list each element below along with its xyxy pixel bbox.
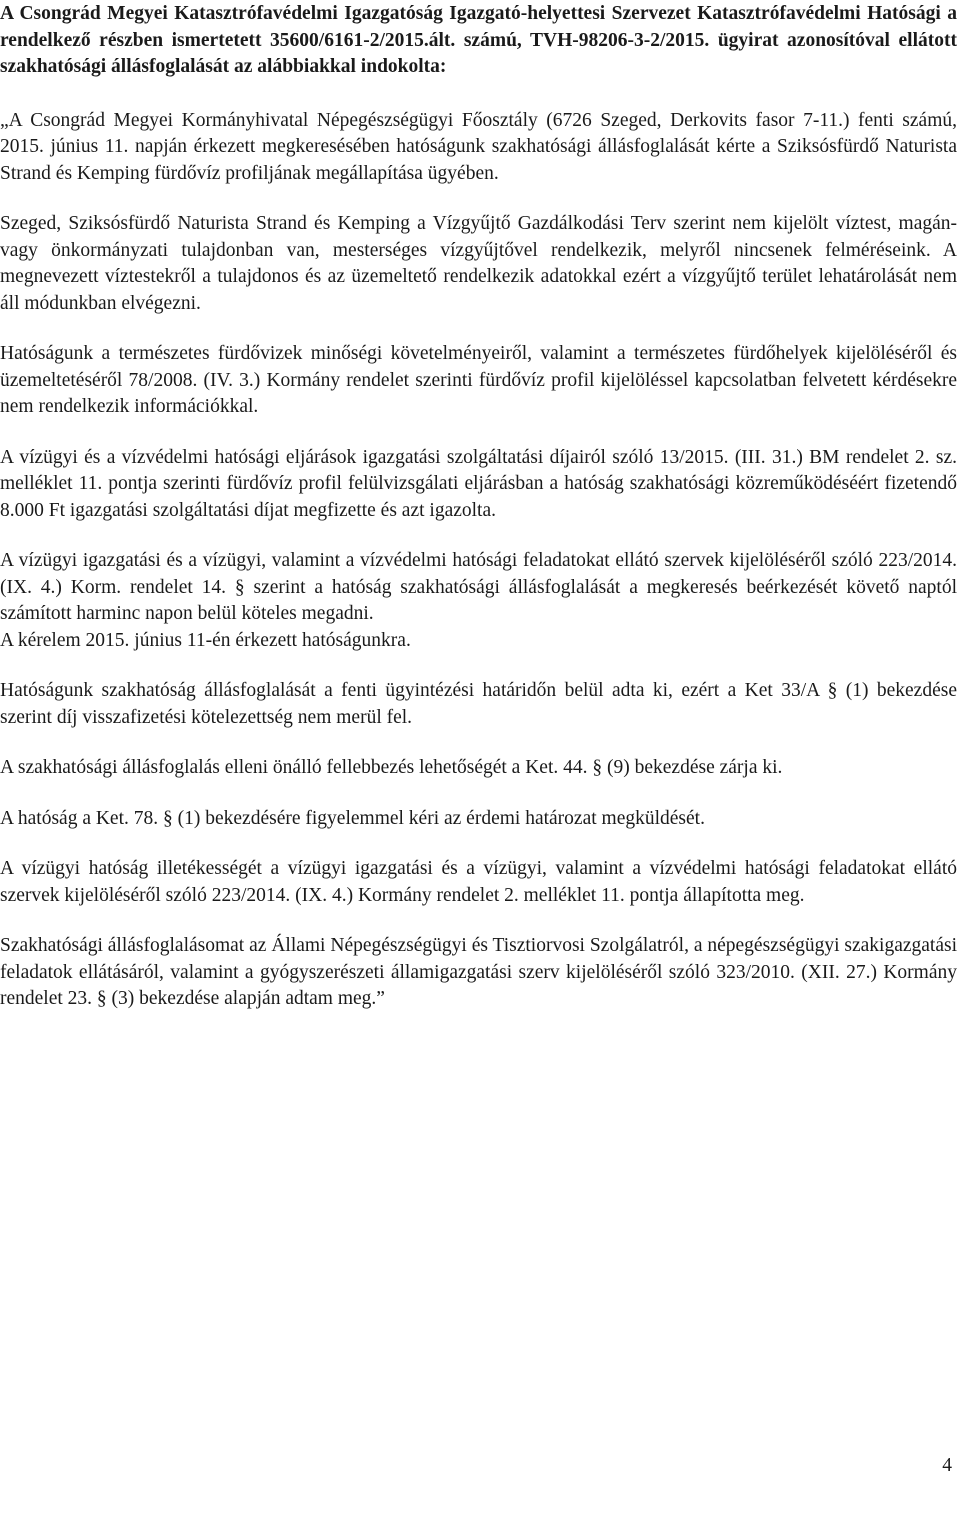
intro-paragraph: A Csongrád Megyei Katasztrófavédelmi Igazgatóság Igazgató-helyettesi Szervezet Katasztrófavédelmi Hatósági a rendelkező részben ismertetett 35600/6161-2/2015.ált. számú, TVH-98206-3-2/2015. ügyirat azonosítóval ellátott szakhatósági állásfoglalását az alábbiakkal indokolta: [0, 3, 957, 77]
paragraph-jurisdiction: A vízügyi hatóság illetékességét a vízügyi igazgatási és a vízügyi, valamint a vízvédelmi hatósági feladatokat ellátó szervek kijelöléséről szóló 223/2014. (IX. 4.) Kormány rendelet 2. melléklet 11. pontja állapította meg. [0, 858, 957, 906]
paragraph-request-decision: A hatóság a Ket. 78. § (1) bekezdésére figyelemmel kéri az érdemi határozat megküldését. [0, 807, 705, 829]
paragraph-fee: A vízügyi és a vízvédelmi hatósági eljárások igazgatási szolgáltatási díjairól szóló 13/2015. (III. 31.) BM rendelet 2. sz. melléklet 11. pontja szerinti fürdővíz profil felülvizsgálati eljárásban a hatóság szakhatósági közreműködéséért fizetendő 8.000 Ft igazgatási szolgáltatási díjat megfizette és azt igazolta. [0, 446, 957, 521]
paragraph-water-body: Szeged, Sziksósfürdő Naturista Strand és Kemping a Vízgyűjtő Gazdálkodási Terv szerint nem kijelölt víztest, magán- vagy önkormányzati tulajdonban van, mesterséges vízgyűjtővel rendelkezik, melyről nincsenek felméréseink. A megnevezett víztestekről a tulajdonos és az üzemeltető rendelkezik adatokkal ezért a vízgyűjtő terület lehatárolását nem áll módunkban elvégezni. [0, 213, 957, 314]
paragraph-request: „A Csongrád Megyei Kormányhivatal Népegészségügyi Főosztály (6726 Szeged, Derkovits fasor 7-11.) fenti számú, 2015. június 11. napján érkezett megkeresésében hatóságunk szakhatósági állásfoglalását kérte a Sziksósfürdő Naturista Strand és Kemping fürdővíz profiljának megállapítása ügyében. [0, 109, 957, 184]
paragraph-deadline: A vízügyi igazgatási és a vízügyi, valamint a vízvédelmi hatósági feladatokat ellátó szervek kijelöléséről szóló 223/2014. (IX. 4.) Korm. rendelet 14. § szerint a hatóság szakhatósági állásfoglalását a megkeresés beérkezését követő naptól számított harminc napon belül köteles megadni. [0, 550, 957, 624]
paragraph-appeal: A szakhatósági állásfoglalás elleni önálló fellebbezés lehetőségét a Ket. 44. § (9) bekezdése zárja ki. [0, 757, 783, 778]
paragraph-legal-basis: Szakhatósági állásfoglalásomat az Állami Népegészségügyi és Tisztiorvosi Szolgálatról, a népegészségügyi szakigazgatási feladatok ellátásáról, valamint a gyógyszerészeti államigazgatási szerv kijelöléséről szóló 323/2010. (XII. 27.) Kormány rendelet 23. § (3) bekezdése alapján adtam meg.” [0, 935, 957, 1009]
paragraph-arrival: A kérelem 2015. június 11-én érkezett hatóságunkra. [0, 629, 411, 651]
paragraph-refund: Hatóságunk szakhatóság állásfoglalását a fenti ügyintézési határidőn belül adta ki, ezért a Ket 33/A § (1) bekezdése szerint díj visszafizetési kötelezettség nem merül fel. [0, 680, 957, 728]
paragraph-no-information: Hatóságunk a természetes fürdővizek minőségi követelményeiről, valamint a természetes fürdőhelyek kijelöléséről és üzemeltetéséről 78/2008. (IV. 3.) Kormány rendelet szerinti fürdővíz profil kijelöléssel kapcsolatban felvetett kérdésekre nem rendelkezik információkkal. [0, 343, 957, 417]
page-number: 4 [942, 1455, 952, 1476]
